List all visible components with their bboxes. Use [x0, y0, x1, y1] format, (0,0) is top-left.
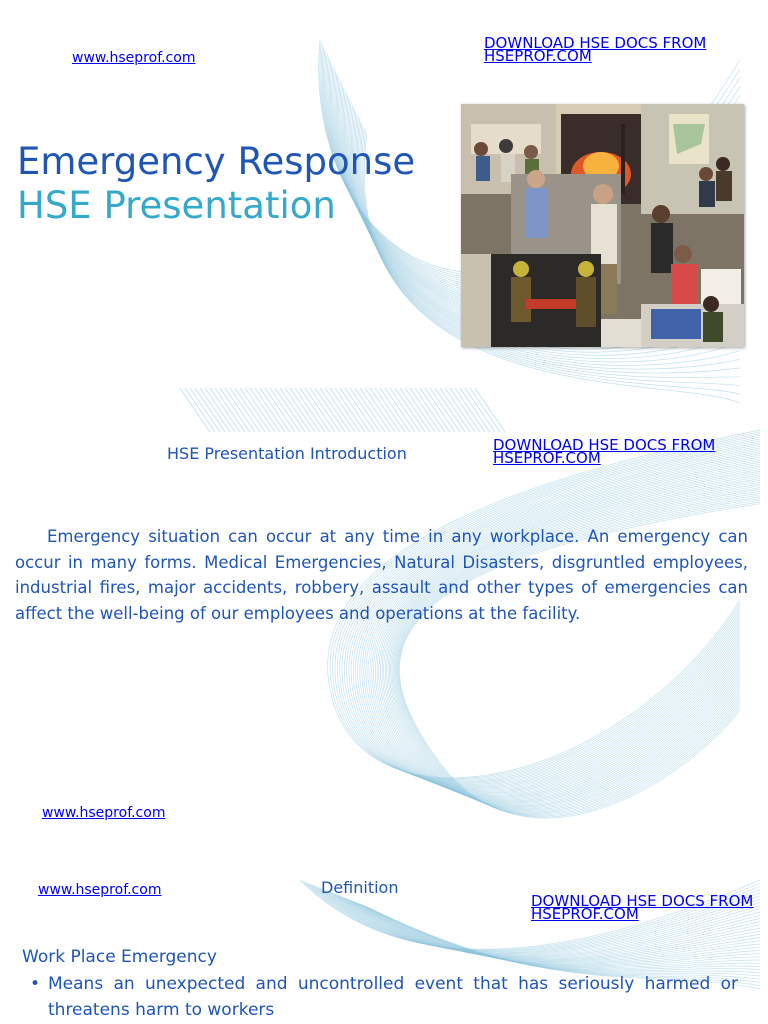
wave-line	[270, 388, 300, 432]
wave-line	[195, 388, 225, 432]
wave-line	[315, 388, 345, 432]
page-title: Emergency Response	[17, 140, 416, 183]
title-block	[17, 140, 415, 228]
wave-line	[250, 388, 280, 432]
wave-line	[374, 468, 760, 798]
wave-line	[415, 388, 445, 432]
wave-line	[265, 388, 295, 432]
wave-line	[200, 388, 230, 432]
wave-line	[215, 388, 245, 432]
wave-line	[235, 388, 265, 432]
wave-line	[385, 388, 415, 432]
definition-bullet-list	[22, 971, 738, 1023]
wave-line	[400, 388, 430, 432]
wave-line	[225, 388, 255, 432]
wave-line	[430, 388, 460, 432]
wave-line	[455, 388, 485, 432]
wave-line	[275, 388, 305, 432]
wave-line	[205, 388, 235, 432]
wave-line	[210, 388, 240, 432]
intro-paragraph-text: Emergency situation can occur at any time in any workplace. An emergency can occur in many forms. Medical Emergencies, Natural Disasters, disgruntled employees, industrial fires, major accidents, robbery, assault and other types of emergencies can affect the well-being of our employees and operations at the facility.	[15, 527, 748, 623]
wave-line	[405, 388, 435, 432]
download-link-intro[interactable]: DOWNLOAD HSE DOCS FROM HSEPROF.COM	[493, 436, 716, 467]
wave-line	[220, 388, 250, 432]
wave-line	[440, 388, 470, 432]
wave-line	[190, 388, 220, 432]
bullet-icon: •	[30, 974, 41, 994]
wave-line	[390, 388, 420, 432]
wave-line	[300, 388, 330, 432]
wave-line	[460, 388, 490, 432]
site-link-top[interactable]: www.hseprof.com	[72, 50, 196, 66]
wave-line	[425, 388, 455, 432]
wave-line	[345, 388, 375, 432]
definition-heading: Definition	[321, 878, 399, 897]
wave-line	[180, 388, 210, 432]
wave-line	[420, 388, 450, 432]
wave-line	[450, 388, 480, 432]
wave-line	[470, 388, 500, 432]
download-link-top[interactable]: DOWNLOAD HSE DOCS FROM HSEPROF.COM	[484, 34, 707, 65]
emergency-response-collage-photo	[461, 104, 744, 347]
wave-line	[255, 388, 285, 432]
wave-line	[360, 388, 390, 432]
wave-line	[350, 388, 380, 432]
wave-line	[335, 388, 365, 432]
wave-line	[380, 388, 410, 432]
page-subtitle: HSE Presentation	[17, 184, 336, 227]
wave-line	[365, 388, 395, 432]
wave-line	[355, 388, 385, 432]
wave-line	[320, 388, 350, 432]
wave-line	[240, 388, 270, 432]
wave-line	[290, 388, 320, 432]
wave-line	[375, 388, 405, 432]
list-item	[22, 971, 738, 1023]
site-link-definition[interactable]: www.hseprof.com	[38, 882, 162, 898]
download-link-definition[interactable]: DOWNLOAD HSE DOCS FROM HSEPROF.COM	[531, 892, 754, 923]
wave-line	[325, 388, 355, 432]
wave-line	[445, 388, 475, 432]
wave-line	[260, 388, 290, 432]
wave-line	[340, 388, 370, 432]
intro-paragraph	[15, 524, 748, 626]
intro-heading: HSE Presentation Introduction	[167, 444, 407, 463]
wave-line	[465, 388, 495, 432]
wave-line	[305, 388, 335, 432]
wave-line	[395, 388, 425, 432]
wave-line	[185, 388, 215, 432]
wave-line	[245, 388, 275, 432]
wave-line	[285, 388, 315, 432]
wave-line	[330, 388, 360, 432]
wave-line	[310, 388, 340, 432]
wave-line	[410, 388, 440, 432]
wave-line	[280, 388, 310, 432]
wave-line	[475, 388, 505, 432]
wave-line	[366, 461, 760, 795]
wave-line	[435, 388, 465, 432]
bullet-text: Means an unexpected and uncontrolled event that has seriously harmed or threatens harm to workers	[48, 974, 738, 1020]
wave-line	[370, 388, 400, 432]
wave-line	[230, 388, 260, 432]
wave-line	[295, 388, 325, 432]
workplace-emergency-subheading: Work Place Emergency	[22, 947, 217, 967]
site-link-intro-footer[interactable]: www.hseprof.com	[42, 805, 166, 821]
